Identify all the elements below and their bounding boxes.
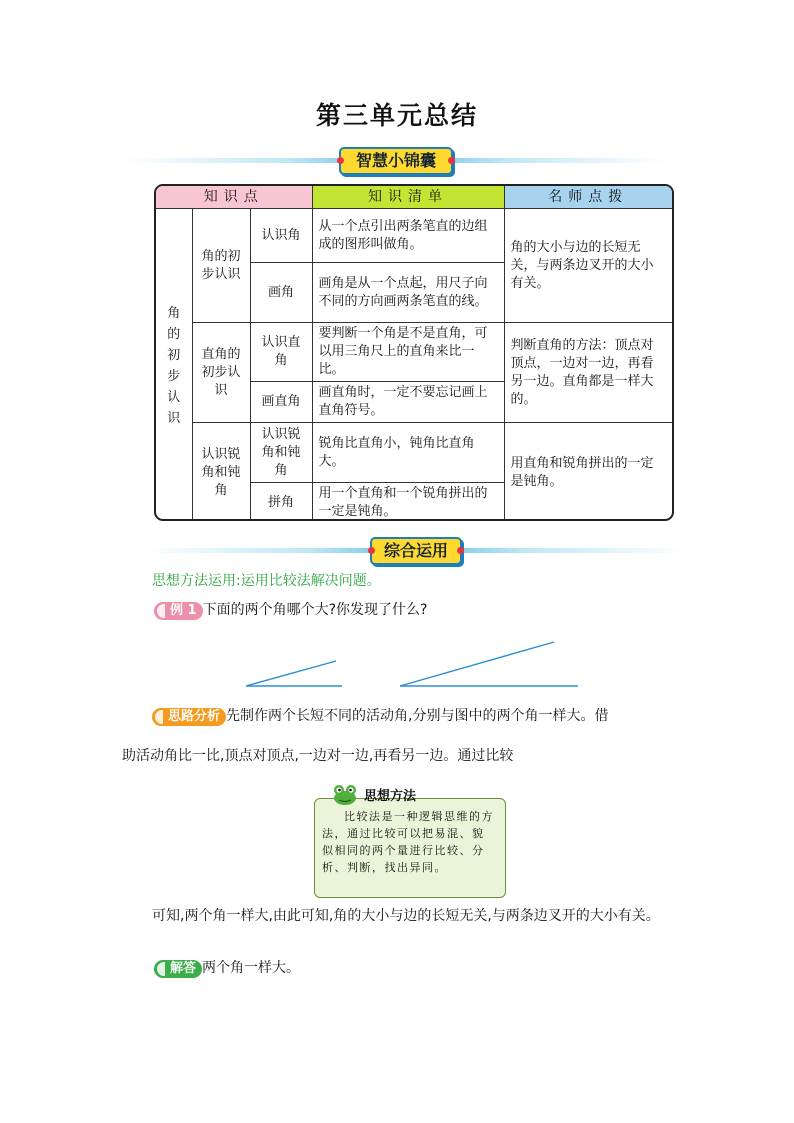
banner-application-label: 综合运用	[370, 537, 462, 565]
group-name: 认识锐角和钝角	[192, 423, 250, 522]
conclusion: 可知,两个角一样大,由此可知,角的大小与边的长短无关,与两条边叉开的大小有关。	[152, 908, 660, 924]
content-cell: 画角是从一个点起，用尺子向不同的方向画两条笔直的线。	[312, 263, 504, 323]
table-topic: 角的初步认识	[156, 209, 192, 522]
frog-icon	[332, 784, 358, 806]
table-header-list: 知识清单	[312, 186, 504, 209]
page-title: 第三单元总结	[315, 101, 478, 130]
group-name: 角的初步认识	[192, 209, 250, 323]
sub-topic: 认识直角	[250, 323, 312, 382]
example-tag: 例 1	[154, 602, 203, 620]
analysis-line-2: 助活动角比一比,顶点对顶点,一边对一边,再看另一边。通过比较	[122, 748, 514, 764]
answer-row	[154, 954, 300, 982]
table-header-knowledge: 知识点	[156, 186, 312, 209]
large-angle-side-top	[400, 642, 554, 686]
example-question: 下面的两个角哪个大?你发现了什么?	[202, 602, 428, 618]
sub-topic: 认识锐角和钝角	[250, 423, 312, 483]
knowledge-table	[154, 184, 674, 521]
table-header-tips: 名师点拨	[504, 186, 672, 209]
angles-figure	[240, 636, 580, 692]
small-angle-side-top	[246, 661, 336, 686]
method-intro: 思想方法运用:运用比较法解决问题。	[152, 573, 381, 589]
tip-cell: 判断直角的方法：顶点对顶点，一边对一边，再看另一边。直角都是一样大的。	[504, 323, 672, 423]
answer-tag: 解答	[154, 960, 202, 978]
method-box-label: 思想方法	[364, 789, 417, 804]
content-cell: 要判断一个角是不是直角，可以用三角尺上的直角来比一比。	[312, 323, 504, 382]
sub-topic: 画直角	[250, 382, 312, 423]
tip-cell: 用直角和锐角拼出的一定是钝角。	[504, 423, 672, 522]
content-cell: 画直角时，一定不要忘记画上直角符号。	[312, 382, 504, 423]
analysis-tag: 思路分析	[152, 708, 226, 726]
banner-wisdom	[126, 146, 666, 178]
sub-topic: 认识角	[250, 209, 312, 263]
answer-text: 两个角一样大。	[202, 960, 301, 976]
analysis-line-1: 先制作两个长短不同的活动角,分别与图中的两个角一样大。借	[226, 708, 609, 724]
sub-topic: 画角	[250, 263, 312, 323]
banner-wisdom-label: 智慧小锦囊	[339, 147, 453, 175]
sub-topic: 拼角	[250, 483, 312, 522]
large-angle	[400, 642, 578, 686]
content-cell: 锐角比直角小，钝角比直角大。	[312, 423, 504, 483]
method-box-text: 比较法是一种逻辑思维的方法，通过比较可以把易混、貌似相同的两个量进行比较、分析、判断，找出异同。	[322, 810, 494, 874]
content-cell: 从一个点引出两条笔直的边组成的图形叫做角。	[312, 209, 504, 263]
group-name: 直角的初步认识	[192, 323, 250, 423]
method-box	[314, 784, 506, 898]
content-cell: 用一个直角和一个锐角拼出的一定是钝角。	[312, 483, 504, 522]
banner-application	[146, 536, 686, 568]
example-question-row	[154, 596, 427, 624]
tip-cell: 角的大小与边的长短无关，与两条边叉开的大小有关。	[504, 209, 672, 323]
analysis-row-1	[152, 702, 682, 730]
small-angle	[246, 661, 342, 686]
